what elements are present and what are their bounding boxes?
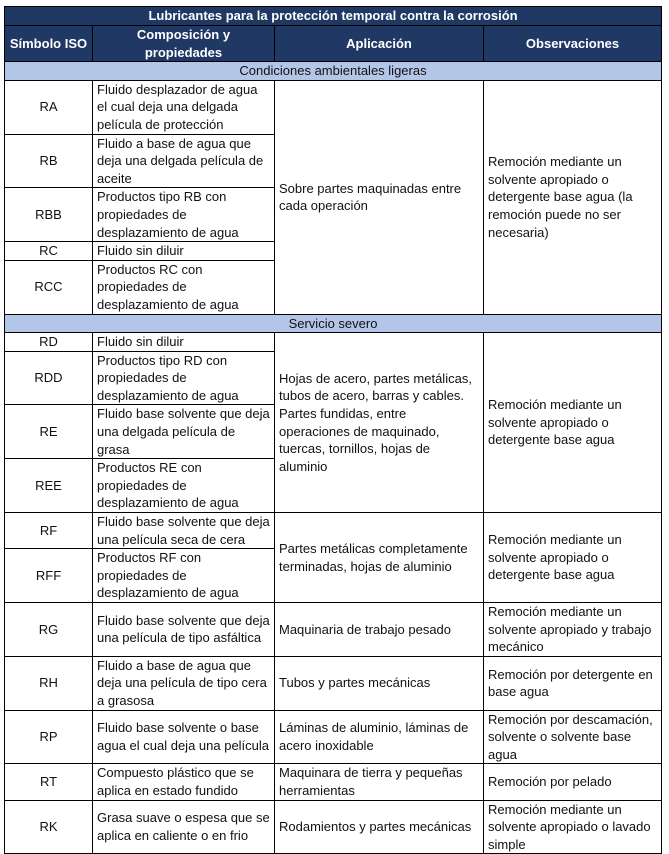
table-row [5,333,662,352]
iso-symbol-cell: RFF [5,549,93,603]
composition-cell: Fluido base solvente que deja una película seca de cera [93,513,275,549]
iso-symbol-cell: RH [5,656,93,710]
section-row [5,62,662,81]
application-cell: Hojas de acero, partes metálicas, tubos de acero, barras y cables. Partes fundidas, entre operaciones de maquinado, tuercas, tornillos, hojas de aluminio [275,333,484,513]
composition-cell: Grasa suave o espesa que se aplica en caliente o en frio [93,800,275,854]
table-row [5,513,662,549]
composition-cell: Fluido desplazador de agua el cual deja una delgada película de protección [93,80,275,134]
section-title: Condiciones ambientales ligeras [5,62,662,81]
table-title: Lubricantes para la protección temporal contra la corrosión [5,7,662,26]
iso-symbol-cell: RB [5,134,93,188]
iso-symbol-cell: RC [5,242,93,261]
lubricant-table-container [4,6,661,854]
composition-cell: Fluido sin diluir [93,242,275,261]
table-row [5,800,662,854]
iso-symbol-cell: RE [5,405,93,459]
observations-cell: Remoción mediante un solvente apropiado o detergente base agua [484,513,662,603]
table-row [5,80,662,134]
composition-cell: Productos RC con propiedades de desplazamiento de agua [93,260,275,314]
table-row [5,764,662,800]
application-cell: Láminas de aluminio, láminas de acero inoxidable [275,710,484,764]
application-cell: Rodamientos y partes mecánicas [275,800,484,854]
table-row [5,710,662,764]
observations-cell: Remoción por pelado [484,764,662,800]
section-title: Servicio severo [5,314,662,333]
iso-symbol-cell: RP [5,710,93,764]
iso-symbol-cell: REE [5,459,93,513]
iso-symbol-cell: RK [5,800,93,854]
composition-cell: Fluido base solvente que deja una película de tipo asfáltica [93,603,275,657]
iso-symbol-cell: RA [5,80,93,134]
composition-cell: Fluido sin diluir [93,333,275,352]
observations-cell: Remoción mediante un solvente apropiado o detergente base agua [484,333,662,513]
header-composition: Composición y propiedades [93,26,275,62]
observations-cell: Remoción mediante un solvente apropiado y trabajo mecánico [484,603,662,657]
observations-cell: Remoción mediante un solvente apropiado o lavado simple [484,800,662,854]
header-symbol: Símbolo ISO [5,26,93,62]
application-cell: Maquinara de tierra y pequeñas herramientas [275,764,484,800]
iso-symbol-cell: RT [5,764,93,800]
composition-cell: Productos tipo RD con propiedades de desplazamiento de agua [93,351,275,405]
header-application: Aplicación [275,26,484,62]
table-body [5,7,662,854]
composition-cell: Productos tipo RB con propiedades de desplazamiento de agua [93,188,275,242]
iso-symbol-cell: RD [5,333,93,352]
composition-cell: Fluido a base de agua que deja una película de tipo cera a grasosa [93,656,275,710]
application-cell: Partes metálicas completamente terminadas, hojas de aluminio [275,513,484,603]
composition-cell: Fluido base solvente o base agua el cual deja una película [93,710,275,764]
iso-symbol-cell: RCC [5,260,93,314]
composition-cell: Fluido a base de agua que deja una delgada película de aceite [93,134,275,188]
header-row [5,26,662,62]
section-row [5,314,662,333]
observations-cell: Remoción mediante un solvente apropiado o detergente base agua (la remoción puede no ser necesaria) [484,80,662,314]
table-row [5,603,662,657]
application-cell: Tubos y partes mecánicas [275,656,484,710]
composition-cell: Productos RE con propiedades de desplazamiento de agua [93,459,275,513]
composition-cell: Productos RF con propiedades de desplazamiento de agua [93,549,275,603]
observations-cell: Remoción por detergente en base agua [484,656,662,710]
lubricant-table [4,6,662,854]
iso-symbol-cell: RF [5,513,93,549]
iso-symbol-cell: RDD [5,351,93,405]
iso-symbol-cell: RG [5,603,93,657]
composition-cell: Compuesto plástico que se aplica en estado fundido [93,764,275,800]
application-cell: Maquinaria de trabajo pesado [275,603,484,657]
application-cell: Sobre partes maquinadas entre cada operación [275,80,484,314]
composition-cell: Fluido base solvente que deja una delgada película de grasa [93,405,275,459]
observations-cell: Remoción por descamación, solvente o solvente base agua [484,710,662,764]
table-row [5,656,662,710]
title-row [5,7,662,26]
iso-symbol-cell: RBB [5,188,93,242]
header-observations: Observaciones [484,26,662,62]
